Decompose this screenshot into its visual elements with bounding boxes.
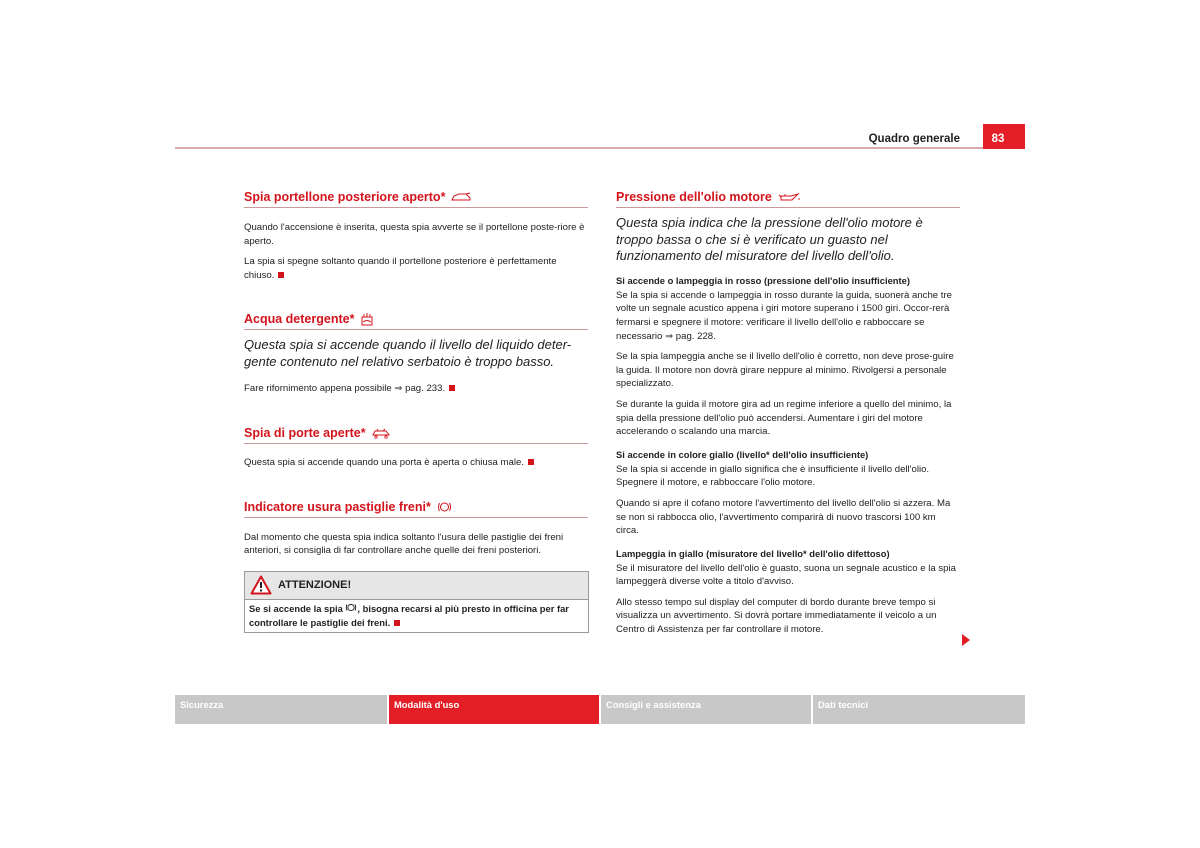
warning-box bbox=[244, 571, 589, 633]
tailgate-icon bbox=[451, 192, 471, 202]
next-page-arrow-icon[interactable] bbox=[962, 634, 970, 646]
warning-header bbox=[245, 572, 588, 600]
paragraph: Se durante la guida il motore gira ad un regime inferiore a quello del minimo, la spia della pressione dell'olio può accendersi. Aumentare i giri del motore accelerando o scalando una marcia. bbox=[616, 398, 952, 438]
paragraph: Se il misuratore del livello dell'olio è guasto, suona un segnale acustico e la spia lampeggerà diverse volte a titolo d'avviso. bbox=[616, 562, 956, 588]
left-column bbox=[244, 190, 588, 633]
header-rule bbox=[175, 147, 1025, 149]
paragraph: Fare rifornimento appena possibile ⇒ pag. 233. bbox=[244, 382, 588, 396]
paragraph: Se la spia si accende in giallo significa che è insufficiente il livello dell'olio. Spegnere il motore, e rabboccare l'olio motore. bbox=[616, 463, 930, 489]
section-heading: Pressione dell'olio motore bbox=[616, 190, 960, 208]
end-marker bbox=[528, 459, 534, 465]
footer-tab-dati-tecnici[interactable]: Dati tecnici bbox=[813, 695, 1025, 724]
footer-tab-modalita-uso[interactable]: Modalità d'uso bbox=[389, 695, 599, 724]
warning-triangle-icon bbox=[250, 575, 272, 595]
section-brake-pads bbox=[244, 500, 588, 558]
brake-pad-icon bbox=[437, 500, 452, 514]
washer-fluid-icon bbox=[360, 312, 374, 326]
end-marker bbox=[394, 620, 400, 626]
warning-title: ATTENZIONE! bbox=[278, 579, 352, 592]
paragraph: Se la spia si accende o lampeggia in rosso durante la guida, suonerà anche tre volte un segnale acustico appena i giri motore superano i 1500 giri. Occor-rerà fermarsi e spegnere il motore: verificare il livello dell'olio e rabboccare se necessario ⇒ pag. 228. bbox=[616, 289, 952, 342]
reference-arrow: ⇒ bbox=[665, 330, 674, 342]
paragraph: Quando l'accensione è inserita, questa spia avverte se il portellone poste-riore è aperto. bbox=[244, 222, 585, 247]
subheading: Si accende in colore giallo (livello* dell'olio insufficiente) bbox=[616, 448, 869, 460]
section-heading: Indicatore usura pastiglie freni* bbox=[244, 500, 588, 518]
oil-can-icon bbox=[778, 192, 800, 202]
intro-italic: Questa spia indica che la pressione dell'olio motore è troppo bassa o che si è verificato un guasto nel funzionamento del misuratore del livello dell'olio. bbox=[616, 215, 923, 264]
section-heading: Acqua detergente* bbox=[244, 312, 588, 330]
warning-text: Se si accende la spia , bisogna recarsi al più presto in officina per far controllare le pastiglie dei freni. bbox=[249, 602, 569, 628]
paragraph: Dal momento che questa spia indica soltanto l'usura delle pastiglie dei freni anteriori, si consiglia di far controllare anche quelle dei freni posteriori. bbox=[244, 531, 564, 557]
subheading: Si accende o lampeggia in rosso (pressione dell'olio insufficiente) bbox=[616, 274, 910, 286]
footer-tab-consigli-assistenza[interactable]: Consigli e assistenza bbox=[601, 695, 811, 724]
footer-tab-sicurezza[interactable]: Sicurezza bbox=[175, 695, 387, 724]
end-marker bbox=[449, 385, 455, 391]
section-tailgate bbox=[244, 190, 588, 282]
paragraph: Se la spia lampeggia anche se il livello dell'olio è corretto, non deve prose-guire la guida. Il motore non dovrà girare neppure al minimo. Rivolgersi a personale specializzato. bbox=[616, 351, 954, 390]
paragraph: La spia si spegne soltanto quando il portellone posteriore è perfettamente chiuso. bbox=[244, 256, 557, 281]
end-marker bbox=[278, 272, 284, 278]
section-washer-fluid bbox=[244, 312, 588, 395]
door-open-icon bbox=[372, 428, 390, 439]
reference-arrow: ⇒ bbox=[394, 382, 403, 394]
page-reference-link[interactable]: pag. 228. bbox=[675, 330, 716, 342]
page-reference-link[interactable]: pag. 233. bbox=[405, 382, 446, 394]
paragraph: Questa spia si accende quando una porta è aperta o chiusa male. bbox=[244, 456, 588, 470]
subheading: Lampeggia in giallo (misuratore del livello* dell'olio difettoso) bbox=[616, 547, 890, 559]
section-heading: Spia portellone posteriore aperto* bbox=[244, 190, 588, 208]
page-number: 83 bbox=[991, 133, 1005, 145]
paragraph: Quando si apre il cofano motore l'avvertimento del livello dell'olio si azzera. Ma se non si rabbocca olio, l'avvertimento comparirà di nuovo trascorsi 100 km circa. bbox=[616, 497, 951, 537]
right-column bbox=[616, 190, 960, 637]
section-heading: Spia di porte aperte* bbox=[244, 426, 588, 444]
intro-italic: Questa spia si accende quando il livello del liquido deter-gente contenuto nel relativo serbatoio è troppo basso. bbox=[244, 337, 572, 369]
paragraph: Allo stesso tempo sul display del computer di bordo durante breve tempo si visualizza un avvertimento. Si dovrà portare immediatamente il veicolo a un Centro di Assistenza per far controllare il motore. bbox=[616, 596, 937, 636]
chapter-title: Quadro generale bbox=[868, 133, 960, 145]
section-doors-open bbox=[244, 426, 588, 470]
brake-pad-icon bbox=[345, 602, 357, 613]
